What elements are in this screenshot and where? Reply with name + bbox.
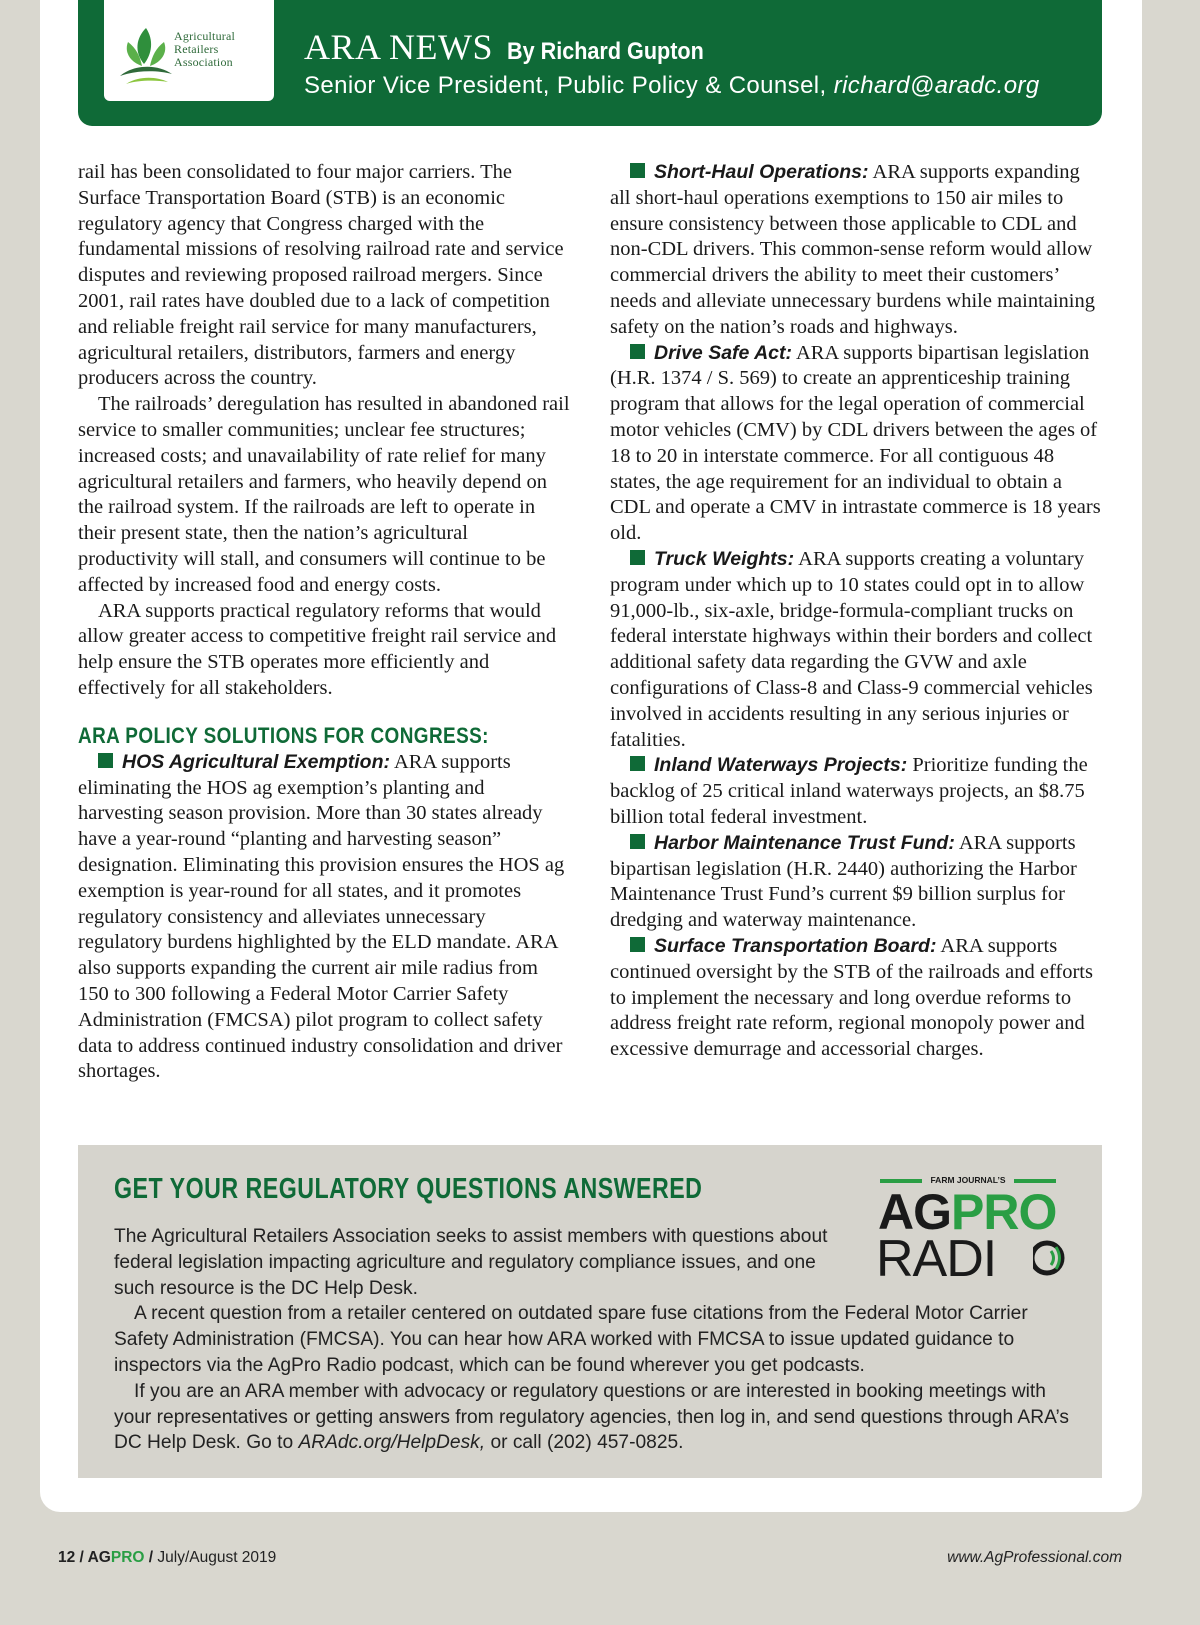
brand-ag: AG <box>87 1549 111 1566</box>
left-column <box>78 160 573 1085</box>
bullet-lead: Short-Haul Operations: <box>654 161 869 183</box>
bullet-lead: HOS Agricultural Exemption: <box>122 750 390 773</box>
sidebar-title: GET YOUR REGULATORY QUESTIONS ANSWERED <box>114 1173 703 1205</box>
bullet-square-icon <box>98 753 113 768</box>
ara-logo <box>104 0 274 101</box>
bullet-lead: Drive Safe Act: <box>654 341 792 364</box>
logo-farm-journal: FARM JOURNAL’S <box>930 1175 1006 1185</box>
header-title-row <box>304 26 726 68</box>
bullet-short-haul <box>610 160 1105 341</box>
logo-line-association: Association <box>174 55 233 69</box>
footer-folio <box>58 1549 276 1567</box>
bullet-text: ARA supports bipartisan legislation (H.R. 1374 / S. 569) to create an apprenticeship training program that allows for the legal operation of commercial motor vehicles (CMV) by CDL drivers between the ages of 18 to 20 in interstate commerce. For all contiguous 48 states, the age requirement for an individual to obtain a CDL and operate a CMV in intrastate commerce is 18 years old. <box>610 341 1101 545</box>
bullet-drive-safe <box>610 341 1105 547</box>
bullet-text: ARA supports creating a voluntary program under which up to 10 states could opt in to allow 91,000-lb., six-axle, bridge-formula-compliant trucks on federal interstate highways within their borders and collect additional safety data regarding the GVW and axle configurations of Class-8 and Class-9 commercial vehicles involved in accidents resulting in any serious injuries or fatalities. <box>610 547 1093 751</box>
logo-radio: RADI <box>876 1230 997 1288</box>
folio-separator: / <box>75 1549 88 1566</box>
logo-pro: PRO <box>951 1184 1057 1240</box>
help-desk-link[interactable]: ARAdc.org/HelpDesk, <box>298 1432 486 1454</box>
bullet-harbor-maintenance <box>610 831 1105 934</box>
bullet-square-icon <box>630 550 645 565</box>
bullet-text: Prioritize funding the backlog of 25 critical inland waterways projects, an $8.75 billion total federal investment. <box>610 754 1088 828</box>
author-role: Senior Vice President, Public Policy & Counsel, <box>304 72 834 99</box>
right-column <box>610 160 1105 1063</box>
logo-line-retailers: Retailers <box>174 42 219 56</box>
bullet-lead: Inland Waterways Projects: <box>654 754 908 777</box>
bullet-lead: Harbor Maintenance Trust Fund: <box>654 831 955 854</box>
help-desk-text: If you are an ARA member with advocacy or regulatory questions or are interested in booking meetings with your representatives or getting answers from regulatory agencies, then log in, and send questions through ARA’s DC Help Desk. Go to <box>114 1380 1069 1454</box>
footer-website[interactable]: www.AgProfessional.com <box>947 1549 1122 1566</box>
bullet-hos-exemption <box>78 750 573 1085</box>
bullet-text: ARA supports expanding all short-haul operations exemptions to 150 air miles to ensure consistency between those applicable to CDL and non-CDL drivers. This common-sense reform would allow commercial drivers the ability to meet their customers’ needs and alleviate unnecessary burdens while maintaining safety on the nation’s roads and highways. <box>610 161 1096 338</box>
sidebar-body <box>114 1224 1079 1456</box>
leaf-icon <box>118 24 174 90</box>
regulatory-questions-sidebar <box>78 1145 1102 1478</box>
bullet-square-icon <box>630 163 645 178</box>
bullet-square-icon <box>630 344 645 359</box>
page-number: 12 <box>58 1549 76 1566</box>
section-title: ARA NEWS <box>304 27 494 67</box>
bullet-inland-waterways <box>610 753 1105 830</box>
brand-pro: PRO <box>110 1549 145 1566</box>
folio-separator: / <box>144 1549 158 1566</box>
author-email: richard@aradc.org <box>833 72 1040 99</box>
help-desk-phone: or call (202) 457-0825. <box>485 1432 684 1454</box>
sidebar-paragraph-intro: The Agricultural Retailers Association seeks to assist members with questions about federal legislation impacting agriculture and regulatory compliance issues, and one such resource is the DC Help Desk. <box>114 1226 828 1299</box>
logo-ag: AG <box>878 1184 951 1240</box>
sidebar-paragraph-help-desk <box>114 1379 1079 1456</box>
bullet-square-icon <box>630 937 645 952</box>
bullet-lead: Surface Transportation Board: <box>654 934 937 957</box>
bullet-lead: Truck Weights: <box>654 547 795 570</box>
issue-date: July/August 2019 <box>157 1549 277 1566</box>
author-subtitle <box>304 72 1040 100</box>
bullet-text: ARA supports eliminating the HOS ag exemption’s planting and harvesting season provision. More than 30 states already have a year-round “planting and harvesting season” designation. Eliminating this provision ensures the HOS ag exemption is year-round for all states, and it promotes regulatory consistency and alleviates unnecessary regulatory burdens highlighted by the ELD mandate. ARA also supports expanding the current air mile radius from 150 to 300 following a Federal Motor Carrier Safety Administration (FMCSA) pilot program to collect safety data to address continued industry consolidation and driver shortages. <box>78 750 565 1083</box>
bullet-text: ARA supports continued oversight by the STB of the railroads and efforts to implement the necessary and long overdue reforms to address freight rate reform, regional monopoly power and excessive demurrage and accessorial charges. <box>610 934 1093 1061</box>
bullet-square-icon <box>630 834 645 849</box>
ara-logo-text <box>174 30 274 69</box>
paragraph-rail-consolidation: rail has been consolidated to four major carriers. The Surface Transportation Board (STB) is an economic regulatory agency that Congress charged with the fundamental missions of resolving railroad rate and service disputes and reviewing proposed railroad mergers. Since 2001, rail rates have doubled due to a lack of competition and reliable freight rail service for many manufacturers, agricultural retailers, distributors, farmers and energy producers across the country. <box>78 161 564 390</box>
sidebar-paragraph-fmcsa: A recent question from a retailer centered on outdated spare fuse citations from the Federal Motor Carrier Safety Administration (FMCSA). You can hear how ARA worked with FMCSA to issue updated guidance to inspectors via the AgPro Radio podcast, which can be found wherever you get podcasts. <box>114 1303 1028 1376</box>
logo-line-agricultural: Agricultural <box>174 29 236 43</box>
bullet-text: ARA supports bipartisan legislation (H.R. 2440) authorizing the Harbor Maintenance Trust Fund’s current $9 billion surplus for dredging and waterway maintenance. <box>610 831 1077 932</box>
bullet-square-icon <box>630 756 645 771</box>
paragraph-deregulation: The railroads’ deregulation has resulted in abandoned rail service to smaller communities; unclear fee structures; increased costs; and unavailability of rate relief for many agricultural retailers and farmers, who heavily depend on the railroad system. If the railroads are left to operate in their present state, then the nation’s agricultural productivity will stall, and consumers will continue to be affected by increased food and energy costs. <box>78 393 570 596</box>
bullet-truck-weights <box>610 547 1105 753</box>
bullet-surface-transportation-board <box>610 934 1105 1063</box>
policy-solutions-heading: ARA POLICY SOLUTIONS FOR CONGRESS: <box>78 722 489 748</box>
byline: By Richard Gupton <box>507 38 704 65</box>
paragraph-reforms: ARA supports practical regulatory reforms that would allow greater access to competitive freight rail service and help ensure the STB operates more efficiently and effectively for all stakeholders. <box>78 599 557 699</box>
